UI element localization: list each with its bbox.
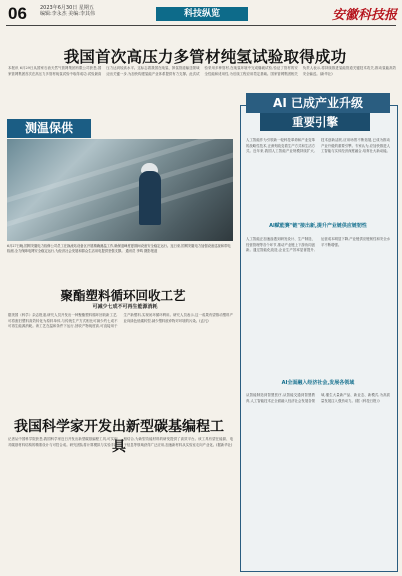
- side-body-3: 从智能制造到智慧医疗,从智能交通到智慧教育,人工智能技术正全面融入经济社会发展各领域,催生大量新产品、新业态、新模式,为高质量发展注入强劲动力。(据《科技日报》): [246, 393, 390, 403]
- third-body: 记者从中国科学院获悉,我国科学家近日开发出新型碳基编程工具,可实现对碳基材料结构的精准设计与可控合成。研究团队将计算模拟与实验手段相结合,为新型功能材料的研发提供了高效平台。该工具有望在能源、电子信息等领域获得广泛应用,加速新材料从实验室走向产业化。(据新华社): [8, 437, 233, 447]
- lead-headline: 我国首次高压力多管材纯氢试验取得成功: [63, 48, 347, 66]
- side-body-1: 人工智能作为引领新一轮科技革命和产业变革的战略性技术,正深刻改变着生产方式和生活方式。近年来,我国人工智能产业规模持续扩大,技术创新活跃,应用场景不断拓展,已成为推动产业升级的重要引擎。专家认为,应加快推进人工智能与实体经济深度融合,培育壮大新动能。: [246, 138, 390, 154]
- side-subhead-1: AI赋能赛"链"接出新,提升产业链供应链韧性: [269, 223, 367, 229]
- second-headline: 聚酯塑料循环回收工艺: [60, 288, 186, 303]
- worker-figure: [139, 171, 161, 225]
- dateline-date: 2023年6月30日 星期五: [40, 5, 94, 11]
- photo-caption: 6月27日晚,国网安徽电力检修公司员工在换流站设备区开展精确测温工作,确保迎峰度夏期间设备安全稳定运行。连日来,国网安徽电力加强设备巡视和带电检测,全力保障电网安全稳定运行,为经济社会发展和群众生活用电提供坚强支撑。 通讯员 李鸣 摄影报道: [7, 244, 231, 254]
- second-body: 据美国《科学》杂志报道,研究人员开发出一种聚酯塑料循环回收新工艺,可将废旧塑料高效转化为原料单体,与传统生产方式相比可减少约七成不可再生能源消耗。该工艺在温和条件下运行,回收产物纯度高,可直接用于生产新塑料,实现闭环循环利用。研究人员表示,这一成果有望推动塑料产业向绿色低碳转型,减少塑料废弃物对环境的污染。(孟凡): [8, 313, 233, 329]
- dateline: [40, 5, 95, 17]
- side-subhead-2: AI全面融入经济社会,发展各领域: [281, 380, 355, 386]
- news-photo-substation: [7, 139, 233, 241]
- newspaper-name: 安徽科技报: [332, 8, 398, 23]
- page-number: 06: [8, 4, 27, 23]
- side-body-2: 人工智能正加速渗透到研发设计、生产制造、经营管理等各个环节,推动产业链上下游协同创新。通过智能化改造,企业生产效率显著提升,运营成本明显下降,产业链供应链韧性和安全水平不断增强。: [246, 237, 390, 253]
- second-deck: 可减少七成不可再生能源消耗: [92, 304, 158, 310]
- photo-tag: 测温保供: [7, 119, 91, 138]
- side-column-subtitle: 重要引擎: [260, 113, 370, 131]
- header-divider: [6, 25, 396, 26]
- side-column-title: AI 已成产业升级: [246, 93, 390, 113]
- dateline-editors: 编辑:李永杰 美编:李其伟: [40, 11, 95, 17]
- third-headline: 我国科学家开发出新型碳基编程工具: [14, 419, 224, 455]
- lead-body: 本报讯 6月29日从国家石油天然气管网集团有限公司获悉,国家管网集团首次在高压力多管材纯氢试验中取得成功,试验最高压力达到较高水平。这标志着我国在纯氢、掺氢管道输送领域迈出关键一步,为加快构建氢能产业体系提供有力支撑。此次试验采用多种管材,在纯氢环境中完成爆破试验,验证了管材的安全性能和适用性,为后续工程应用奠定基础。国家管网集团相关负责人表示,将持续推进氢能管道关键技术攻关,推动氢能高效安全输送。(新华社): [8, 66, 396, 76]
- section-title: 科技纵览: [156, 7, 248, 21]
